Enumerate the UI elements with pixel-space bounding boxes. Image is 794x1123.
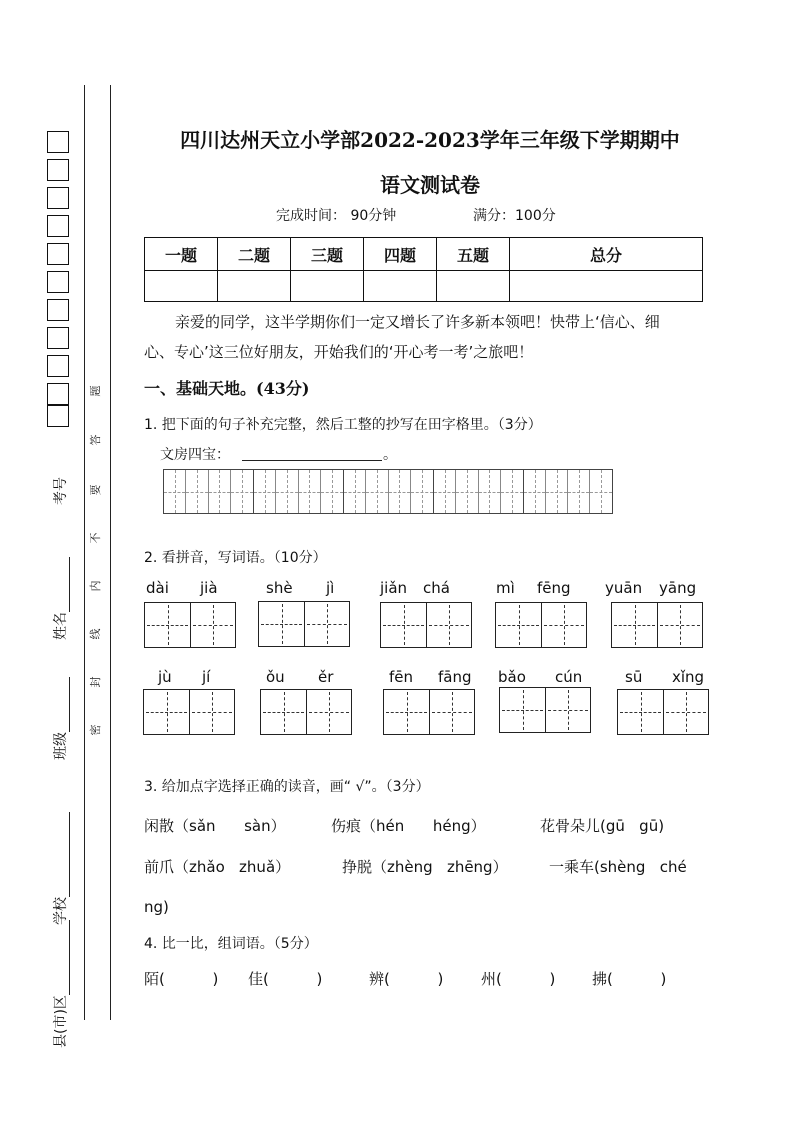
seal-char: 不 xyxy=(89,532,102,544)
pinyin: fēng xyxy=(537,579,571,597)
score-header: 一题 xyxy=(145,238,218,271)
pinyin: ěr xyxy=(318,668,334,686)
class-field[interactable]: 班级 xyxy=(50,660,70,760)
section-1-title: 一、基础天地。(43分) xyxy=(144,379,310,398)
binding-line-left xyxy=(84,85,85,1020)
intro-line-1: 亲爱的同学，这半学期你们一定又增长了许多新本领吧！快带上‘信心、细 xyxy=(175,313,660,331)
q3-text: 3. 给加点字选择正确的读音，画“ √”。（3分） xyxy=(144,779,430,795)
word-grid[interactable] xyxy=(144,602,236,648)
q1-prompt: 文房四宝： xyxy=(160,447,230,463)
name-field[interactable]: 姓名 xyxy=(50,540,70,640)
exam-number-box[interactable] xyxy=(47,159,69,181)
tianzi-grid[interactable] xyxy=(253,469,344,514)
exam-number-box[interactable] xyxy=(47,271,69,293)
pinyin: jì xyxy=(326,579,335,597)
full-score: 满分：100分 xyxy=(473,208,556,224)
q3-item[interactable]: 花骨朵儿(gū gū) xyxy=(540,817,665,835)
exam-number-box[interactable] xyxy=(47,355,69,377)
exam-number-box[interactable] xyxy=(47,243,69,265)
q4-item[interactable]: 辨( ) xyxy=(369,970,444,988)
q1-end: 。 xyxy=(383,447,397,463)
pinyin: jí xyxy=(202,668,211,686)
score-cell[interactable] xyxy=(291,271,364,302)
score-header: 五题 xyxy=(437,238,510,271)
tianzi-grid[interactable] xyxy=(163,469,254,514)
word-grid[interactable] xyxy=(383,689,475,735)
score-header: 二题 xyxy=(218,238,291,271)
exam-no-label: 考号 xyxy=(53,477,69,505)
q3-item[interactable]: 前爪（zhǎo zhuǎ） xyxy=(144,858,291,876)
q3-item[interactable]: 闲散（sǎn sàn） xyxy=(144,817,286,835)
pinyin: xǐng xyxy=(672,668,705,686)
seal-char: 线 xyxy=(89,628,102,640)
exam-number-box[interactable] xyxy=(47,327,69,349)
intro-line-2: 心、专心’这三位好朋友，开始我们的‘开心考一考’之旅吧！ xyxy=(144,343,534,361)
score-cell[interactable] xyxy=(510,271,703,302)
seal-char: 题 xyxy=(89,385,102,397)
pinyin: fēn xyxy=(389,668,414,686)
word-grid[interactable] xyxy=(143,689,235,735)
pinyin: ǒu xyxy=(266,668,285,686)
word-grid[interactable] xyxy=(495,602,587,648)
q3-item[interactable]: 伤痕（hén héng） xyxy=(331,817,486,835)
pinyin: chá xyxy=(423,579,450,597)
q4-item[interactable]: 陌( ) xyxy=(144,970,219,988)
tianzi-grid[interactable] xyxy=(433,469,524,514)
score-cell[interactable] xyxy=(145,271,218,302)
q2-text: 2. 看拼音，写词语。（10分） xyxy=(144,550,327,566)
q4-item[interactable]: 拂( ) xyxy=(592,970,667,988)
pinyin: jiǎn xyxy=(380,579,408,597)
word-grid[interactable] xyxy=(499,687,591,733)
time-limit: 完成时间： 90分钟 xyxy=(276,208,397,224)
pinyin: cún xyxy=(555,668,583,686)
exam-number-box[interactable] xyxy=(47,187,69,209)
seal-char: 内 xyxy=(89,580,102,592)
binding-line-right xyxy=(110,85,111,1020)
pinyin: dài xyxy=(146,579,169,597)
word-grid[interactable] xyxy=(260,689,352,735)
exam-title: 四川达州天立小学部2022-2023学年三年级下学期期中 xyxy=(180,128,680,152)
word-grid[interactable] xyxy=(617,689,709,735)
q4-item[interactable]: 佳( ) xyxy=(248,970,323,988)
score-cell[interactable] xyxy=(437,271,510,302)
pinyin: jià xyxy=(200,579,218,597)
county-field[interactable]: 县(市)区 xyxy=(50,908,70,1048)
pinyin: bǎo xyxy=(498,668,526,686)
pinyin: yāng xyxy=(659,579,697,597)
exam-number-box[interactable] xyxy=(47,383,69,405)
tianzi-grid[interactable] xyxy=(523,469,613,514)
pinyin: sū xyxy=(625,668,643,686)
q3-item[interactable]: 挣脱（zhèng zhēng） xyxy=(342,858,508,876)
seal-char: 密 xyxy=(89,724,102,736)
word-grid[interactable] xyxy=(380,602,472,648)
exam-subtitle: 语文测试卷 xyxy=(380,173,480,197)
q1-text: 1. 把下面的句子补充完整，然后工整的抄写在田字格里。（3分） xyxy=(144,417,542,433)
word-grid[interactable] xyxy=(611,602,703,648)
exam-number-box[interactable] xyxy=(47,131,69,153)
seal-char: 要 xyxy=(89,484,102,496)
pinyin: mì xyxy=(496,579,515,597)
score-cell[interactable] xyxy=(218,271,291,302)
q1-answer-line[interactable] xyxy=(242,460,382,461)
pinyin: yuān xyxy=(605,579,643,597)
word-grid[interactable] xyxy=(258,601,350,647)
pinyin: shè xyxy=(266,579,293,597)
exam-number-box[interactable] xyxy=(47,405,69,427)
q3-item[interactable]: 一乘车(shèng ché xyxy=(549,858,687,876)
score-table xyxy=(144,237,703,302)
exam-number-box[interactable] xyxy=(47,215,69,237)
q4-text: 4. 比一比，组词语。（5分） xyxy=(144,936,318,952)
seal-char: 答 xyxy=(89,434,102,446)
pinyin: jù xyxy=(158,668,172,686)
score-header: 总分 xyxy=(510,238,703,271)
tianzi-grid[interactable] xyxy=(343,469,434,514)
q4-item[interactable]: 州( ) xyxy=(481,970,556,988)
exam-number-box[interactable] xyxy=(47,299,69,321)
pinyin: fāng xyxy=(438,668,472,686)
q3-item-wrap: ng) xyxy=(144,898,169,916)
score-cell[interactable] xyxy=(364,271,437,302)
score-header: 三题 xyxy=(291,238,364,271)
score-header: 四题 xyxy=(364,238,437,271)
school-field[interactable]: 学校 xyxy=(50,795,70,925)
seal-char: 封 xyxy=(89,676,102,688)
